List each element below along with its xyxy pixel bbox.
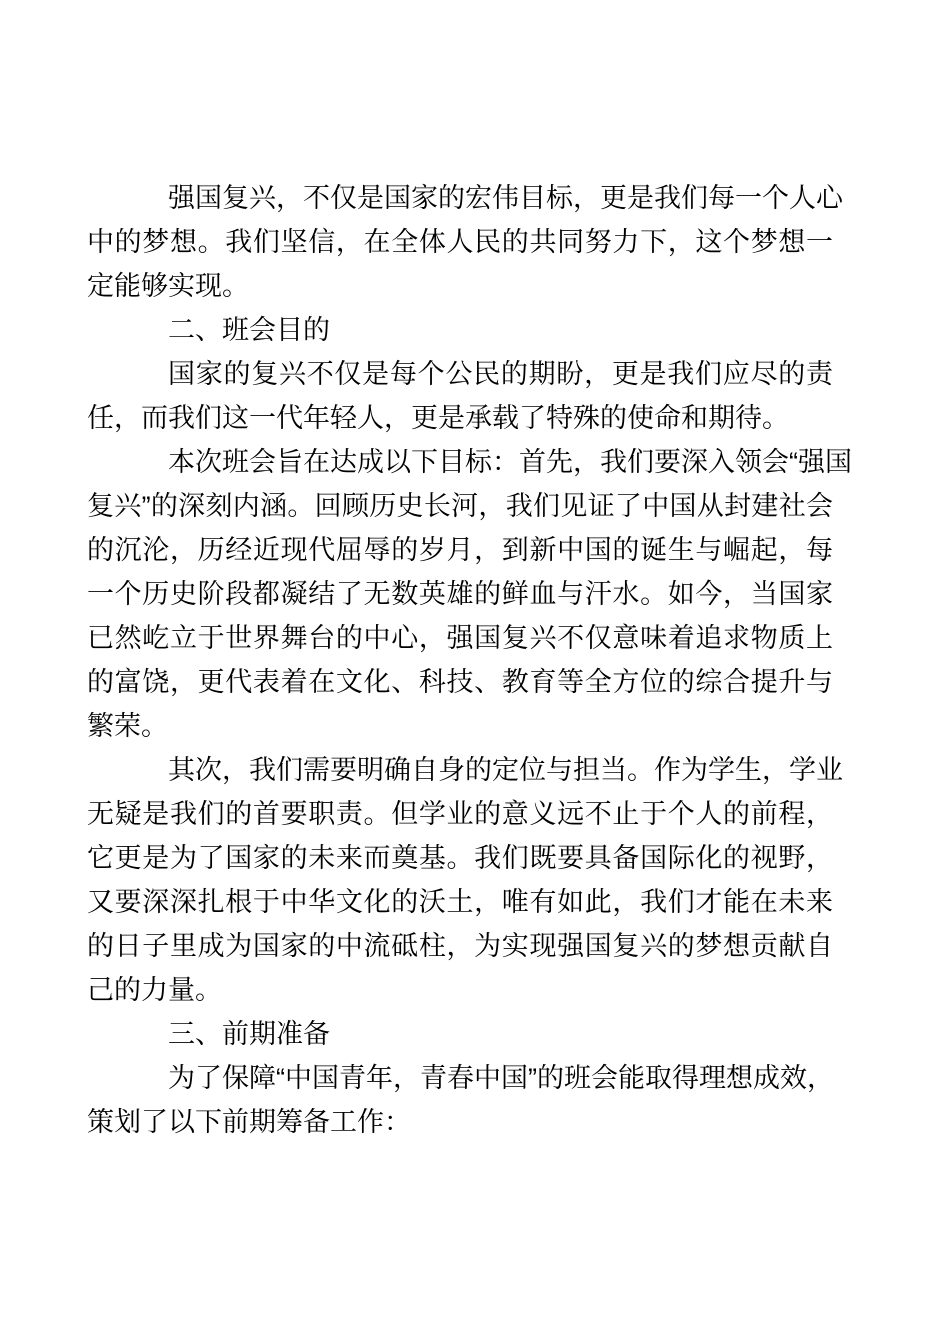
text-line: 中的梦想。我们坚信，在全体人民的共同努力下，这个梦想一 (87, 227, 833, 257)
body-paragraph (87, 440, 852, 748)
section-heading (87, 308, 833, 352)
text-line: 它更是为了国家的未来而奠基。我们既要具备国际化的视野， (87, 843, 833, 873)
text-line: 的富饶，更代表着在文化、科技、教育等全方位的综合提升与 (87, 667, 833, 697)
body-paragraph (87, 748, 843, 1012)
text-line: 二、班会目的 (168, 315, 330, 345)
text-line: 本次班会旨在达成以下目标：首先，我们要深入领会“强国 (168, 447, 852, 477)
text-line: 三、前期准备 (168, 1019, 330, 1049)
body-paragraph (87, 176, 843, 308)
section-heading (87, 1012, 833, 1056)
body-paragraph (87, 352, 833, 440)
text-line: 定能够实现。 (87, 271, 249, 301)
text-line: 的日子里成为国家的中流砥柱，为实现强国复兴的梦想贡献自 (87, 931, 833, 961)
text-line: 己的力量。 (87, 975, 222, 1005)
document-page (87, 176, 852, 1144)
text-line: 无疑是我们的首要职责。但学业的意义远不止于个人的前程， (87, 799, 833, 829)
text-line: 一个历史阶段都凝结了无数英雄的鲜血与汗水。如今，当国家 (87, 579, 833, 609)
text-line: 为了保障“中国青年，青春中国”的班会能取得理想成效， (168, 1063, 834, 1093)
text-line: 繁荣。 (87, 711, 168, 741)
text-line: 策划了以下前期筹备工作： (87, 1107, 411, 1137)
text-line: 国家的复兴不仅是每个公民的期盼，更是我们应尽的责 (168, 359, 833, 389)
text-line: 强国复兴，不仅是国家的宏伟目标，更是我们每一个人心 (168, 183, 843, 213)
text-line: 又要深深扎根于中华文化的沃土，唯有如此，我们才能在未来 (87, 887, 833, 917)
text-line: 其次，我们需要明确自身的定位与担当。作为学生，学业 (168, 755, 843, 785)
text-line: 已然屹立于世界舞台的中心，强国复兴不仅意味着追求物质上 (87, 623, 833, 653)
text-line: 复兴”的深刻内涵。回顾历史长河，我们见证了中国从封建社会 (87, 491, 833, 521)
text-line: 的沉沦，历经近现代屈辱的岁月，到新中国的诞生与崛起，每 (87, 535, 833, 565)
body-paragraph (87, 1056, 833, 1144)
text-line: 任，而我们这一代年轻人，更是承载了特殊的使命和期待。 (87, 403, 789, 433)
